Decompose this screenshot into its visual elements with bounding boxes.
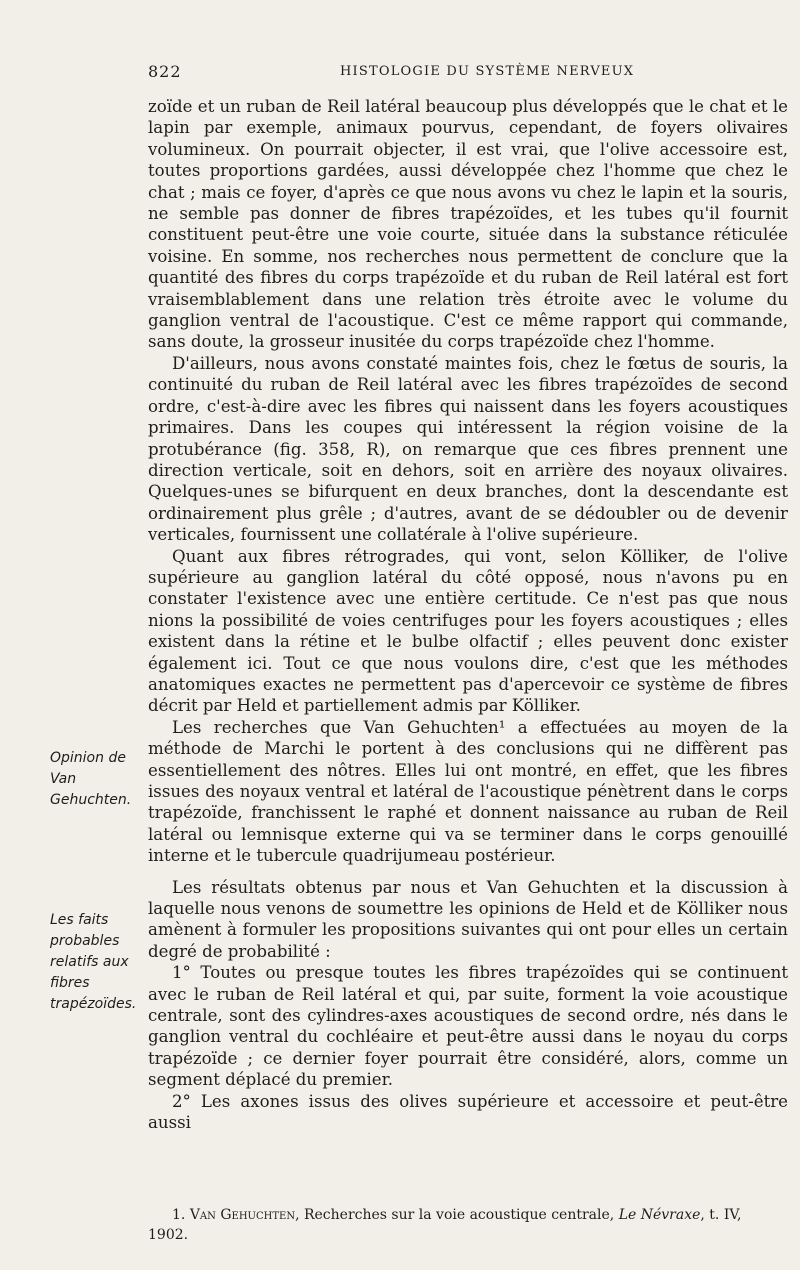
page-header [148,62,788,86]
footnote-volume: , t. IV, [700,1207,742,1223]
paragraph: Quant aux fibres rétrogrades, qui vont, selon Kölliker, de l'olive supérieure au ganglion latéral du côté opposé, nous n'avons pu en constater l'existence avec une entière certitude. Ce n'est pas que nous nions la possibilité de voies centrifuges pour les foyers acoustiques ; elles existent dans la rétine et le bulbe olfactif ; elles peuvent donc exister également ici. Tout ce que nous voulons dire, c'est que les méthodes anatomiques exactes ne permettent pas d'apercevoir ce système de fibres décrit par Held et partiellement admis par Kölliker. [148,546,788,716]
margin-note-probable-facts: Les faits probables relatifs aux fibres trapézoïdes. [50,912,137,1012]
footnote-1 [148,1205,788,1225]
paragraph: Les recherches que Van Gehuchten¹ a effectuées au moyen de la méthode de Marchi le portent à des conclusions qui ne diffèrent pas essentiellement des nôtres. Elles lui ont montré, en effet, que les fibres issues des noyaux ventral et latéral de l'acoustique pénètrent dans le corps trapézoïde, franchissent le raphé et donnent naissance au ruban de Reil latéral ou lemnisque externe qui va se terminer dans le corps genouillé interne et le tubercule quadrijumeau postérieur. [148,717,788,866]
running-title: HISTOLOGIE DU SYSTÈME NERVEUX [340,64,635,79]
page-number: 822 [148,62,182,81]
paragraph: zoïde et un ruban de Reil latéral beaucoup plus développés que le chat et le lapin par exemple, animaux pourvus, cependant, de foyers olivaires volumineux. On pourrait objecter, il est vrai, que l'olive accessoire est, toutes proportions gardées, aussi développée chez l'homme que chez le chat ; mais ce foyer, d'après ce que nous avons vu chez le lapin et la souris, ne semble pas donner de fibres trapézoïdes, et les tubes qu'il fournit constituent peut-être une voie courte, située dans la substance réticulée voisine. En somme, nos recherches nous permettent de conclure que la quantité des fibres du corps trapézoïde et du ruban de Reil latéral est fort vraisemblablement dans une relation très étroite avec le volume du ganglion ventral de l'acoustique. C'est ce même rapport qui commande, sans doute, la grosseur inusitée du corps trapézoïde chez l'homme. [148,97,788,352]
paragraph: D'ailleurs, nous avons constaté maintes fois, chez le fœtus de souris, la continuité du ruban de Reil latéral avec les fibres trapézoïdes de second ordre, c'est-à-dire avec les fibres qui naissent dans les foyers acoustiques primaires. Dans les coupes qui intéressent la région voisine de la protubérance (fig. 358, R), on remarque que ces fibres prennent une direction verticale, soit en dehors, soit en arrière des noyaux olivaires. Quelques-unes se bifurquent en deux branches, dont la descendante est ordinairement plus grêle ; d'autres, avant de se dédoubler ou de devenir verticales, fournissent une collatérale à l'olive supérieure. [148,353,788,545]
footnotes [148,1205,788,1245]
proposition-1: 1° Toutes ou presque toutes les fibres trapézoïdes qui se continuent avec le ruban de Reil latéral et qui, par suite, forment la voie acoustique centrale, sont des cylindres-axes acoustiques de second ordre, nés dans le ganglion ventral du cochléaire et peut-être aussi dans le noyau du corps trapézoïde ; ce dernier foyer pourrait être considéré, alors, comme un segment déplacé du premier. [148,963,788,1090]
footnote-journal: Le Névraxe [618,1207,701,1223]
footnote-text: , Recherches sur la voie acoustique centrale, [295,1207,619,1223]
body-text [148,96,788,1134]
paragraph: Les résultats obtenus par nous et Van Gehuchten et la discussion à laquelle nous venons de soumettre les opinions de Held et de Kölliker nous amènent à formuler les propositions suivantes qui ont pour elles un certain degré de probabilité : [148,877,788,961]
footnote-year: 1902. [148,1227,189,1243]
footnote-author: Van Gehuchten [189,1207,296,1223]
margin-note-van-gehuchten: Opinion de Van Gehuchten. [50,750,132,808]
footnote-number: 1. [172,1207,186,1223]
proposition-2: 2° Les axones issus des olives supérieure et accessoire et peut-être aussi [148,1091,788,1133]
